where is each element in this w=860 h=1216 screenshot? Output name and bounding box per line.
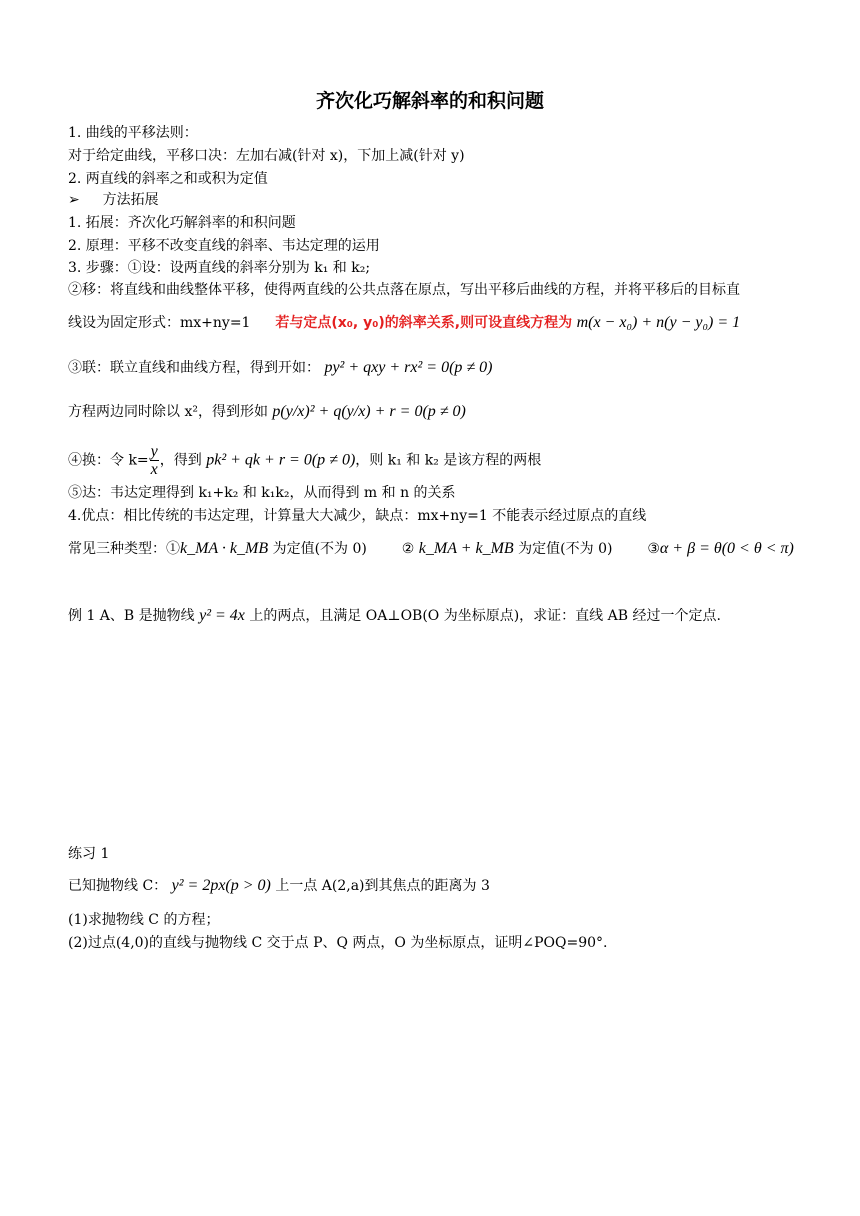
step-4-mid: ，得到	[159, 452, 202, 469]
type-3-prefix: ③	[647, 541, 660, 557]
document-title: 齐次化巧解斜率的和积问题	[315, 90, 544, 112]
k-fraction-numerator: y	[150, 443, 158, 460]
type-2-suffix: 为定值(不为 0)	[518, 541, 613, 557]
step-2-line-2	[68, 314, 740, 332]
step-2-line-1: ②移：将直线和曲线整体平移，使得两直线的公共点落在原点，写出平移后曲线的方程，并将平移后的目标直	[68, 282, 740, 298]
practice-1-question-1: (1)求抛物线 C 的方程；	[68, 912, 220, 928]
k-fraction-denominator: x	[150, 461, 158, 478]
step-4-suffix: ，则 k₁ 和 k₂ 是该方程的两根	[355, 452, 542, 469]
arrow-bullet-icon: ➢	[68, 192, 80, 208]
method-heading: 方法拓展	[102, 192, 159, 208]
divide-formula: p(y/x)² + q(y/x) + r = 0(p ≠ 0)	[272, 403, 466, 420]
step-5-line: ⑤达：韦达定理得到 k₁+k₂ 和 k₁k₂，从而得到 m 和 n 的关系	[68, 485, 456, 501]
method-item-1: 1. 拓展：齐次化巧解斜率的和积问题	[68, 215, 296, 231]
practice-1-formula: y² = 2px(p > 0)	[171, 877, 271, 894]
example-1-suffix: 上的两点，且满足 OA⊥OB(O 为坐标原点)，求证：直线 AB 经过一个定点.	[249, 608, 721, 624]
practice-1-stem	[68, 877, 490, 895]
practice-1-heading: 练习 1	[68, 846, 110, 862]
step-2-prefix: 线设为固定形式：mx+ny=1	[68, 315, 251, 331]
section-2-heading: 2. 两直线的斜率之和或积为定值	[68, 171, 268, 187]
example-1-formula: y² = 4x	[199, 607, 245, 624]
step-4-formula: pk² + qk + r = 0(p ≠ 0)	[206, 451, 356, 469]
section-1-heading: 1. 曲线的平移法则：	[68, 125, 198, 141]
types-prefix: 常见三种类型：①	[68, 541, 180, 557]
step-4-line	[68, 443, 541, 478]
type-3-formula: α + β = θ(0 < θ < π)	[659, 540, 794, 557]
step-4-prefix: ④换：令 k=	[68, 452, 149, 469]
divide-line	[68, 403, 466, 421]
section-1-body: 对于给定曲线，平移口决：左加右减(针对 x)，下加上减(针对 y)	[68, 148, 465, 164]
step-2-red-note: 若与定点(x₀, y₀)的斜率关系,则可设直线方程为	[275, 315, 573, 331]
method-item-3: 3. 步骤：①设：设两直线的斜率分别为 k₁ 和 k₂;	[68, 260, 371, 276]
type-1-formula: k_MA · k_MB	[180, 540, 269, 557]
type-2-formula: k_MA + k_MB	[418, 540, 514, 557]
step-3-line	[68, 359, 493, 377]
step-3-formula: py² + qxy + rx² = 0(p ≠ 0)	[324, 359, 493, 376]
method-item-4: 4.优点：相比传统的韦达定理，计算量大大减少，缺点：mx+ny=1 不能表示经过原点的直线	[68, 508, 647, 524]
type-2-prefix: ②	[401, 541, 415, 557]
common-types-line	[68, 540, 794, 558]
method-heading-line	[68, 191, 159, 209]
step-3-prefix: ③联：联立直线和曲线方程，得到开如：	[68, 360, 320, 376]
practice-1-question-2: (2)过点(4,0)的直线与抛物线 C 交于点 P、Q 两点，O 为坐标原点，证明∠POQ=90°.	[68, 935, 608, 951]
method-item-2: 2. 原理：平移不改变直线的斜率、韦达定理的运用	[68, 238, 380, 254]
practice-1-stem-suffix: 上一点 A(2,a)到其焦点的距离为 3	[275, 878, 490, 894]
example-1-prefix: 例 1 A、B 是抛物线	[68, 608, 195, 624]
example-1	[68, 607, 721, 625]
k-fraction	[150, 443, 159, 478]
step-2-line-formula: m(x − x₀) + n(y − y₀) = 1	[576, 314, 741, 331]
type-1-suffix: 为定值(不为 0)	[272, 541, 367, 557]
divide-prefix: 方程两边同时除以 x²，得到形如	[68, 404, 268, 420]
practice-1-stem-prefix: 已知抛物线 C：	[68, 878, 168, 894]
